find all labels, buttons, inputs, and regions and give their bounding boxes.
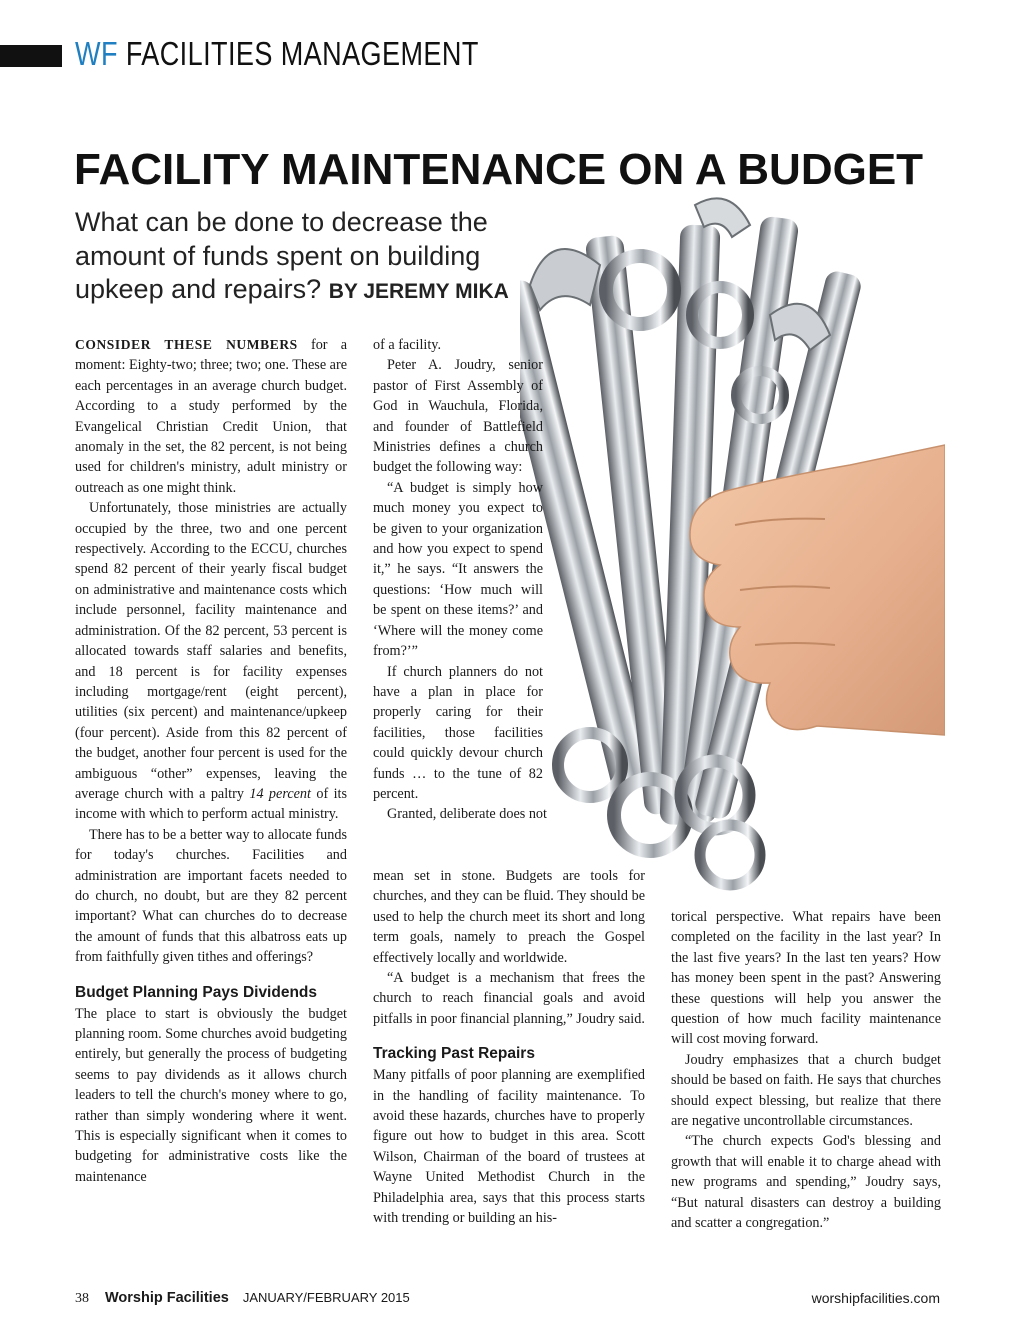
footer-left [75, 1290, 410, 1307]
paragraph [75, 335, 347, 498]
section-name: FACILITIES MANAGEMENT [125, 35, 479, 72]
paragraph: “The church expects God's blessing and growth that will enable it to charge ahead with new programs and spending,” Joudry says, “But natural disasters can destroy a building and scatter a congregation.” [671, 1133, 941, 1232]
paragraph: There has to be a better way to allocate funds for today's churches. Facilities and administration are important facets needed to do church, no doubt, but are they 82 percent important? What can churches do to decrease the amount of funds that this albatross eats up from faithfully given tithes and offerings? [75, 826, 347, 966]
paragraph: “A budget is simply how much money you expect to be given to your organization and how you expect to spend it,” he says. “It answers the questions: ‘How much will be spent on these items?’ and ‘Where will the money come from?’” [373, 479, 543, 660]
section-bar [0, 45, 62, 67]
website-url[interactable]: worshipfacilities.com [811, 1290, 940, 1306]
deck [75, 206, 515, 309]
paragraph: “A budget is a mechanism that frees the church to reach financial goals and avoid pitfalls in poor financial planning,” Joudry said. [373, 970, 645, 1027]
article-column-3 [671, 907, 941, 1234]
paragraph-text: Unfortunately, those ministries are actually occupied by the three, two and one percent respectively. According to the ECCU, churches spend 82 percent of their yearly fiscal budget on administrative and maintenance costs which include personnel, facility maintenance and administration. Of the 82 percent, 53 percent is allocated towards staff salaries and benefits, and 18 percent is for facility expenses including mortgage/rent (eight percent), utilities (six percent) and maintenance/upkeep (four percent). Aside from this 82 percent of the budget, another four percent is used for the ambiguous “other” expenses, leaving the average church with a paltry [75, 500, 347, 802]
subhead-budget-planning: Budget Planning Pays Dividends [75, 983, 318, 1001]
paragraph-text: for a moment: Eighty-two; three; two; one. These are each percentages in an average church budget. According to a study performed by the Evangelical Christian Credit Union, that anomaly in the set, the 82 percent, is not being used for children's ministry, adult ministry or outreach as one might think. [75, 337, 347, 496]
paragraph [75, 498, 347, 825]
deck-text: What can be done to decrease the amount of funds spent on building upkeep and repairs? [75, 207, 488, 304]
paragraph-text: of its income with which to perform actual ministry. [75, 785, 347, 823]
emphasis: 14 percent [249, 785, 311, 802]
section-label [75, 35, 479, 73]
paragraph: Many pitfalls of poor planning are exemplified in the handling of facility maintenance. To avoid these hazards, churches have to properly figure out how to budget in this area. Scott Wilson, Chairman of the board of trustees at Wayne United Methodist Church in the Philadelphia area, says that this process starts with trending or building an his- [373, 1067, 645, 1227]
article-column-2-top [373, 335, 547, 825]
publication-name: Worship Facilities [105, 1290, 229, 1306]
page-number: 38 [75, 1291, 89, 1306]
section-tag: WF [75, 35, 118, 72]
paragraph: Joudry emphasizes that a church budget should be based on faith. He says that churches should expect blessing, but realize that there are negative uncontrollable circumstances. [671, 1051, 941, 1130]
issue-date: JANUARY/FEBRUARY 2015 [242, 1290, 410, 1305]
paragraph: of a facility. [373, 337, 442, 353]
paragraph: mean set in stone. Budgets are tools for churches, and they can be fluid. They should be used to help the church meet its short and long term goals, namely to preach the Gospel effectively locally and worldwide. [373, 868, 645, 966]
article-column-1 [75, 335, 347, 1187]
paragraph: Granted, deliberate does not [387, 806, 547, 823]
paragraph: Peter A. Joudry, senior pastor of First Assembly of God in Wauchula, Florida, and founder of Battlefield Ministries defines a church budget the following way: [373, 357, 543, 476]
byline: BY JEREMY MIKA [328, 280, 509, 303]
paragraph: If church planners do not have a plan in place for properly caring for their facilities, those facilities could quickly devour church funds … to the tune of 82 percent. [373, 663, 543, 802]
paragraph: The place to start is obviously the budget planning room. Some churches avoid budgeting entirely, but generally the process of budgeting seems to pay dividends as it allows church leaders to tell the church's money where to go, rather than simply wondering where it went. This is especially significant when it comes to budgeting for administrative costs like the maintenance [75, 1005, 347, 1185]
subhead-tracking-repairs: Tracking Past Repairs [373, 1045, 535, 1063]
wrenches-hand-image [520, 195, 945, 915]
headline: FACILITY MAINTENANCE ON A BUDGET [74, 145, 924, 194]
article-column-2-bottom [373, 866, 645, 1229]
lead-in: CONSIDER THESE NUMBERS [75, 337, 298, 352]
paragraph: torical perspective. What repairs have been completed on the facility in the last year? In the last five years? In the last ten years? How has money been spent in the past? Answering these questions will help you answer the question of how much facility maintenance will cost moving forward. [671, 909, 941, 1048]
